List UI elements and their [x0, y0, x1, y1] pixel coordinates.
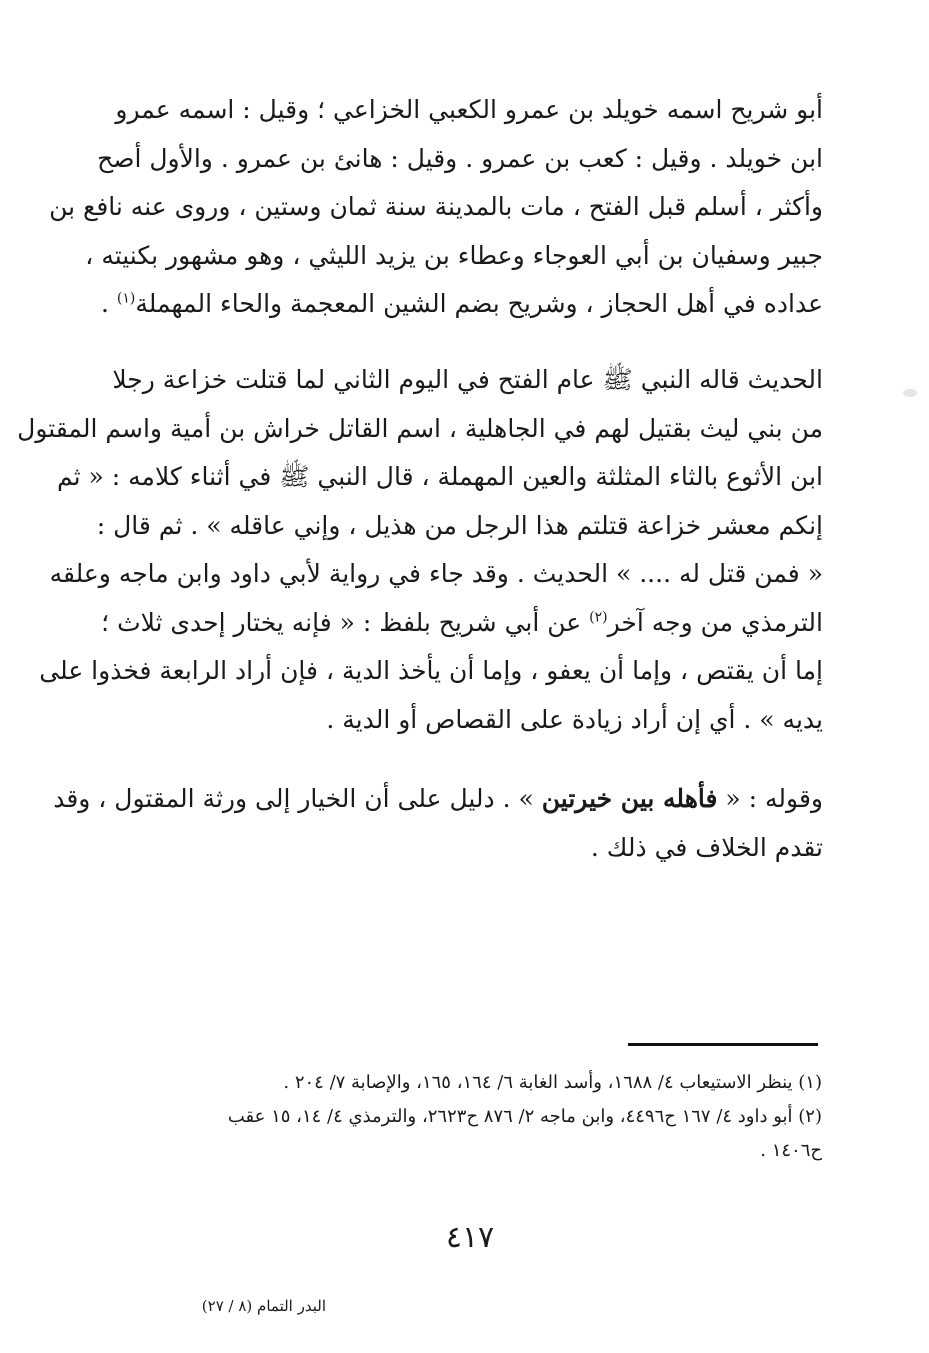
text-line: أبو شريح اسمه خويلد بن عمرو الكعبي الخزاعي ؛ وقيل : اسمه عمرو [115, 95, 823, 124]
text-line [53, 775, 823, 824]
quoted-phrase: فأهله بين خيرتين [541, 784, 718, 813]
text-line: وأكثر ، أسلم قبل الفتح ، مات بالمدينة سنة ثمان وستين ، وروى عنه نافع بن [49, 192, 823, 221]
text-line: « فمن قتل له .... » الحديث . وقد جاء في رواية لأبي داود وابن ماجه وعلقه [49, 559, 823, 588]
text-line: ابن الأثوع بالثاء المثلثة والعين المهملة ، قال النبي ﷺ في أثناء كلامه : « ثم [57, 462, 823, 491]
scan-speck [903, 389, 917, 397]
footnote-reference-2[interactable]: (٢) [589, 609, 608, 626]
text-line: من بني ليث بقتيل لهم في الجاهلية ، اسم القاتل خراش بن أمية واسم المقتول [17, 413, 823, 443]
page-number: ٤١٧ [445, 1220, 495, 1255]
text-line: يديه » . أي إن أراد زيادة على القصاص أو الدية . [326, 704, 823, 734]
text-segment: » . دليل على أن الخيار إلى ورثة المقتول ، وقد [53, 784, 542, 813]
footnote-2: (٢) أبو داود ٤/ ١٦٧ ح٤٤٩٦، وابن ماجه ٢/ ٨٧٦ ح٢٦٢٣، والترمذي ٤/ ١٤، ١٥ عقب [227, 1106, 822, 1127]
footnote-2-continued: ح١٤٠٦ . [760, 1140, 822, 1161]
text-line: جبير وسفيان بن أبي العوجاء وعطاء بن يزيد الليثي ، وهو مشهور بكنيته ، [85, 240, 823, 270]
text-segment: عن أبي شريح بلفظ : « فإنه يختار إحدى ثلاث ؛ [101, 607, 590, 637]
text-line: ابن خويلد . وقيل : كعب بن عمرو . وقيل : هانئ بن عمرو . والأول أصح [97, 143, 823, 173]
paragraph-hadith-context [17, 356, 823, 744]
footnote-reference-1[interactable]: (١) [116, 290, 136, 307]
paragraph-narrator-bio [49, 86, 823, 329]
footnote-divider [628, 1043, 818, 1046]
footnote-1: (١) ينظر الاستيعاب ٤/ ١٦٨٨، وأسد الغابة ٦/ ١٦٤، ١٦٥، والإصابة ٧/ ٢٠٤ . [283, 1072, 822, 1093]
footnotes-section [150, 1066, 822, 1168]
text-line: إما أن يقتص ، وإما أن يعفو ، وإما أن يأخذ الدية ، فإن أراد الرابعة فخذوا على [39, 656, 823, 685]
text-segment: وقوله : « [717, 784, 823, 813]
text-line [101, 599, 823, 648]
paragraph-commentary [53, 775, 823, 872]
text-segment: عداده في أهل الحجاز ، وشريح بضم الشين المعجمة والحاء المهملة [135, 289, 823, 318]
text-segment: الترمذي من وجه آخر [607, 607, 823, 637]
printer-signature: البدر التمام (٨ / ٢٧) [201, 1297, 326, 1315]
text-segment: . [100, 289, 117, 318]
text-line: إنكم معشر خزاعة قتلتم هذا الرجل من هذيل ، وإني عاقله » . ثم قال : [96, 510, 823, 540]
text-line [100, 280, 823, 329]
text-line: تقدم الخلاف في ذلك . [590, 832, 823, 862]
text-line: الحديث قاله النبي ﷺ عام الفتح في اليوم الثاني لما قتلت خزاعة رجلا [112, 365, 823, 394]
